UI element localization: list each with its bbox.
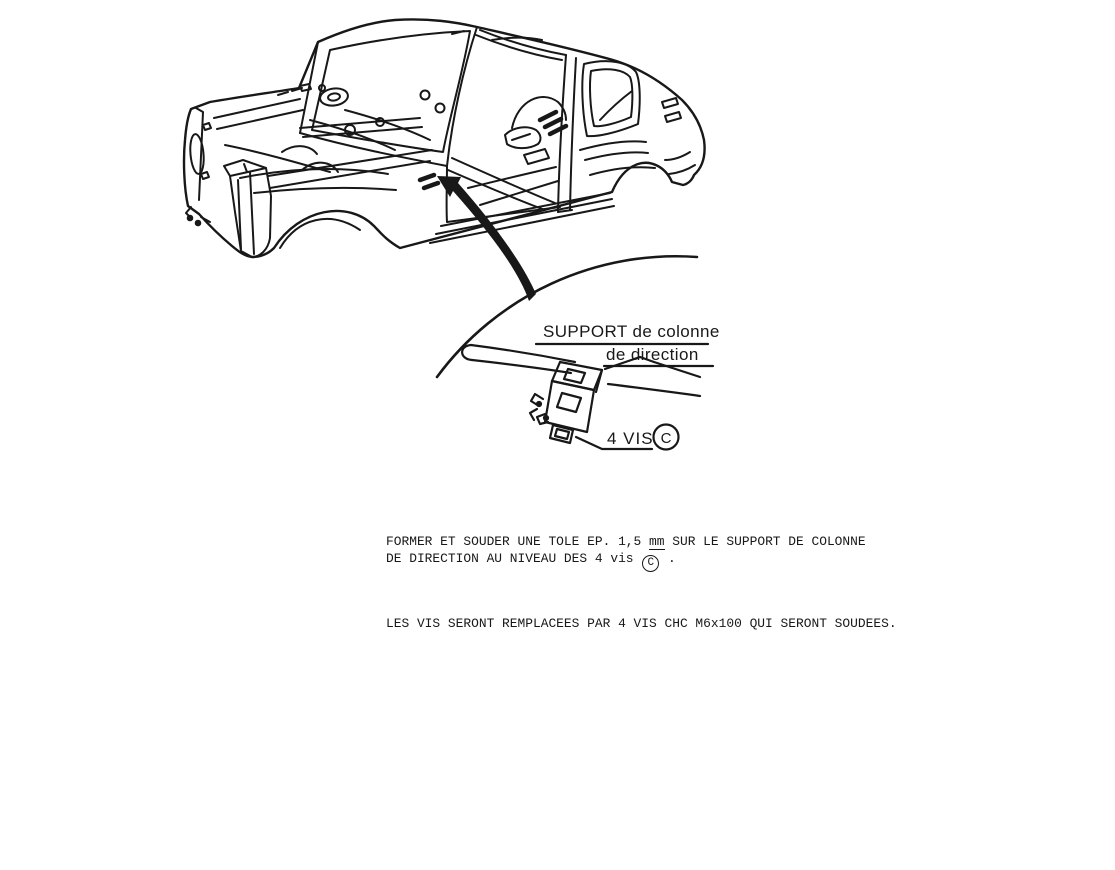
p1-seg1: FORMER ET SOUDER UNE TOLE EP. 1,5 bbox=[386, 534, 650, 549]
b-pillar-front-edge bbox=[558, 55, 566, 212]
support-label-line1: SUPPORT de colonne bbox=[543, 322, 720, 341]
front-wheelhouse-inner-arch bbox=[280, 219, 360, 248]
quarter-window-inner bbox=[590, 69, 632, 126]
shock-tower-inner bbox=[328, 93, 341, 102]
bolt-dot bbox=[196, 221, 201, 226]
front-panel-inner-edge bbox=[196, 108, 203, 200]
parcel-shelf-line bbox=[580, 141, 646, 150]
radiator-support-line bbox=[214, 99, 300, 118]
body-silhouette bbox=[184, 19, 705, 257]
frame-rail bbox=[268, 150, 432, 176]
bay-line bbox=[240, 169, 388, 178]
windshield-glass bbox=[312, 31, 470, 152]
bay-line bbox=[254, 188, 396, 193]
interior-floor-details bbox=[420, 97, 566, 210]
panel-hole bbox=[201, 172, 209, 179]
tunnel-line bbox=[480, 181, 558, 205]
hatch-dash bbox=[540, 112, 556, 120]
p1-seg2: SUR LE SUPPORT DE COLONNE bbox=[664, 534, 866, 549]
tube-top-edge bbox=[471, 345, 575, 362]
b-pillar-rear-edge bbox=[570, 58, 576, 210]
hood-hinge-mark bbox=[278, 92, 288, 95]
rear-panel-crease bbox=[669, 165, 695, 174]
engine-bay-details bbox=[214, 84, 445, 193]
tube-left-cap bbox=[462, 345, 472, 360]
subframe-arc bbox=[282, 146, 317, 154]
p1-line2-seg1: DE DIRECTION AU NIVEAU DES 4 vis bbox=[386, 551, 642, 566]
detail-callout bbox=[437, 256, 720, 449]
a-pillar-outer bbox=[447, 27, 477, 166]
steering-column-support-bracket bbox=[530, 362, 602, 443]
p1-line2-seg2: . bbox=[660, 551, 676, 566]
parcel-shelf-line bbox=[585, 152, 648, 160]
hatch-dash bbox=[420, 175, 434, 180]
leg-notch bbox=[244, 164, 247, 172]
bolt-dot bbox=[188, 216, 193, 221]
sill-line bbox=[436, 199, 612, 234]
quarter-window-detail bbox=[600, 91, 632, 120]
screw-dot bbox=[537, 402, 541, 406]
support-label-line2: de direction bbox=[606, 345, 699, 364]
bracket-top-slot bbox=[564, 369, 585, 383]
screw-scribble bbox=[530, 409, 537, 420]
instructions bbox=[386, 499, 897, 666]
panel-hole bbox=[203, 123, 211, 130]
quarter-window bbox=[582, 61, 639, 136]
tube-right-line bbox=[608, 384, 700, 396]
hatch-dash bbox=[424, 183, 438, 188]
p1-mm-underlined: mm bbox=[649, 534, 665, 549]
radiator-support-line bbox=[217, 110, 303, 129]
frame-rail bbox=[270, 161, 430, 188]
car-body-shell bbox=[184, 19, 705, 257]
instruction-paragraph-2: LES VIS SERONT REMPLACEES PAR 4 VIS CHC M6x100 QUI SERONT SOUDEES. bbox=[386, 616, 897, 631]
tube-right-line bbox=[654, 362, 700, 377]
instruction-paragraph-1 bbox=[386, 533, 897, 572]
rear-vent-slot bbox=[665, 112, 681, 122]
headlamp-aperture bbox=[189, 134, 205, 175]
cowl-bolt bbox=[436, 104, 445, 113]
bracket-front-slot bbox=[557, 393, 581, 412]
windshield-opening bbox=[300, 27, 477, 166]
seat-rail bbox=[524, 149, 549, 164]
rear-vent-slot bbox=[662, 98, 678, 108]
drip-rail-inner bbox=[476, 35, 562, 60]
ref-c-letter: C bbox=[660, 430, 672, 447]
rear-panel-crease bbox=[665, 152, 690, 160]
bracket-tab-inner bbox=[555, 429, 569, 439]
screws-label: 4 VIS bbox=[607, 429, 654, 448]
b-pillar bbox=[558, 55, 576, 212]
cowl-bolt bbox=[421, 91, 430, 100]
hatch-dash bbox=[550, 126, 566, 134]
hatch-dash bbox=[545, 119, 561, 127]
seat-bracket bbox=[505, 127, 540, 148]
seat-bracket-line bbox=[512, 134, 530, 140]
leg-inner-line bbox=[250, 172, 254, 254]
ref-c-circled: C bbox=[642, 555, 659, 572]
front-panel bbox=[186, 108, 211, 225]
screw-dot bbox=[544, 416, 548, 420]
